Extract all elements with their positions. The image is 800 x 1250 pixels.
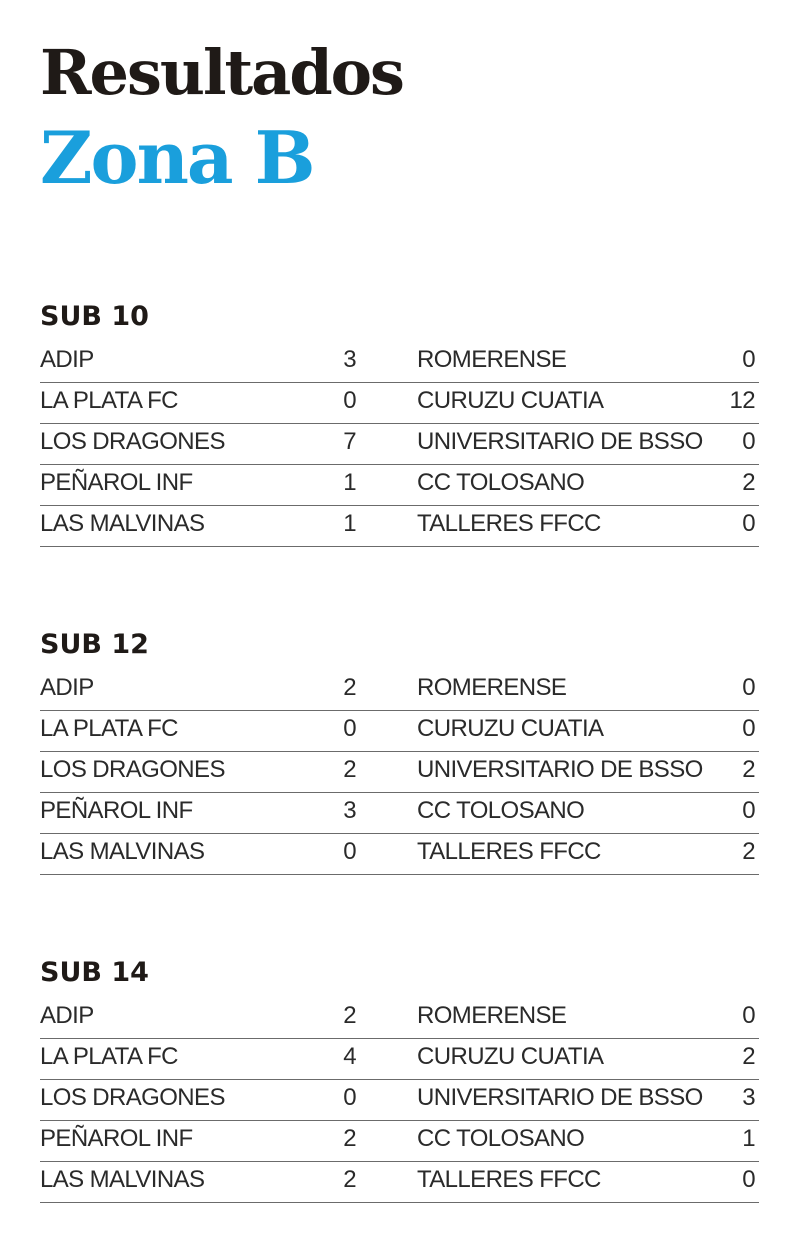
home-team: PEÑAROL INF [40, 1125, 193, 1152]
away-score: 0 [742, 797, 755, 824]
home-score: 0 [343, 387, 356, 414]
away-score: 2 [742, 1043, 755, 1070]
match-row [40, 424, 759, 465]
home-score: 2 [343, 1125, 356, 1152]
away-score: 2 [742, 838, 755, 865]
section-title: SUB 14 [40, 957, 149, 988]
match-row [40, 1080, 759, 1121]
home-team: ADIP [40, 1002, 94, 1029]
match-row [40, 1162, 759, 1203]
home-score: 4 [343, 1043, 356, 1070]
zone-title: Zona B [40, 115, 314, 200]
home-score: 2 [343, 1166, 356, 1193]
home-score: 0 [343, 838, 356, 865]
home-team: LA PLATA FC [40, 1043, 178, 1070]
home-score: 2 [343, 756, 356, 783]
away-score: 2 [742, 469, 755, 496]
away-team: CURUZU CUATIA [417, 715, 604, 742]
home-team: LAS MALVINAS [40, 510, 205, 537]
match-row [40, 834, 759, 875]
home-score: 0 [343, 1084, 356, 1111]
results-section-sub12 [40, 628, 759, 875]
results-section-sub10 [40, 300, 759, 547]
away-team: UNIVERSITARIO DE BSSO [417, 428, 703, 455]
away-score: 2 [742, 756, 755, 783]
home-team: LAS MALVINAS [40, 1166, 205, 1193]
match-row [40, 711, 759, 752]
away-team: CC TOLOSANO [417, 469, 585, 496]
match-row [40, 383, 759, 424]
away-team: CC TOLOSANO [417, 1125, 585, 1152]
match-row [40, 998, 759, 1039]
home-team: LOS DRAGONES [40, 1084, 225, 1111]
away-team: ROMERENSE [417, 346, 567, 373]
match-row [40, 506, 759, 547]
section-title: SUB 10 [40, 301, 149, 332]
away-team: TALLERES FFCC [417, 838, 601, 865]
home-team: LA PLATA FC [40, 715, 178, 742]
home-team: LAS MALVINAS [40, 838, 205, 865]
home-score: 2 [343, 674, 356, 701]
home-score: 1 [343, 510, 356, 537]
away-team: ROMERENSE [417, 1002, 567, 1029]
home-team: ADIP [40, 674, 94, 701]
away-team: UNIVERSITARIO DE BSSO [417, 756, 703, 783]
away-team: TALLERES FFCC [417, 1166, 601, 1193]
home-team: LA PLATA FC [40, 387, 178, 414]
away-score: 1 [742, 1125, 755, 1152]
away-team: TALLERES FFCC [417, 510, 601, 537]
home-score: 7 [343, 428, 356, 455]
home-score: 3 [343, 346, 356, 373]
away-score: 3 [742, 1084, 755, 1111]
away-team: CURUZU CUATIA [417, 387, 604, 414]
section-title: SUB 12 [40, 629, 149, 660]
match-row [40, 793, 759, 834]
home-team: PEÑAROL INF [40, 797, 193, 824]
match-row [40, 752, 759, 793]
match-row [40, 670, 759, 711]
home-team: ADIP [40, 346, 94, 373]
match-row [40, 1121, 759, 1162]
home-score: 2 [343, 1002, 356, 1029]
home-team: LOS DRAGONES [40, 756, 225, 783]
home-score: 3 [343, 797, 356, 824]
match-row [40, 342, 759, 383]
page-title: Resultados [40, 36, 403, 109]
home-team: PEÑAROL INF [40, 469, 193, 496]
away-team: UNIVERSITARIO DE BSSO [417, 1084, 703, 1111]
away-score: 0 [742, 510, 755, 537]
home-team: LOS DRAGONES [40, 428, 225, 455]
away-team: ROMERENSE [417, 674, 567, 701]
match-row [40, 465, 759, 506]
away-score: 0 [742, 428, 755, 455]
away-score: 0 [742, 346, 755, 373]
away-score: 12 [729, 387, 755, 414]
away-team: CC TOLOSANO [417, 797, 585, 824]
home-score: 1 [343, 469, 356, 496]
match-row [40, 1039, 759, 1080]
away-score: 0 [742, 715, 755, 742]
away-score: 0 [742, 1166, 755, 1193]
away-team: CURUZU CUATIA [417, 1043, 604, 1070]
away-score: 0 [742, 674, 755, 701]
away-score: 0 [742, 1002, 755, 1029]
home-score: 0 [343, 715, 356, 742]
results-section-sub14 [40, 956, 759, 1203]
